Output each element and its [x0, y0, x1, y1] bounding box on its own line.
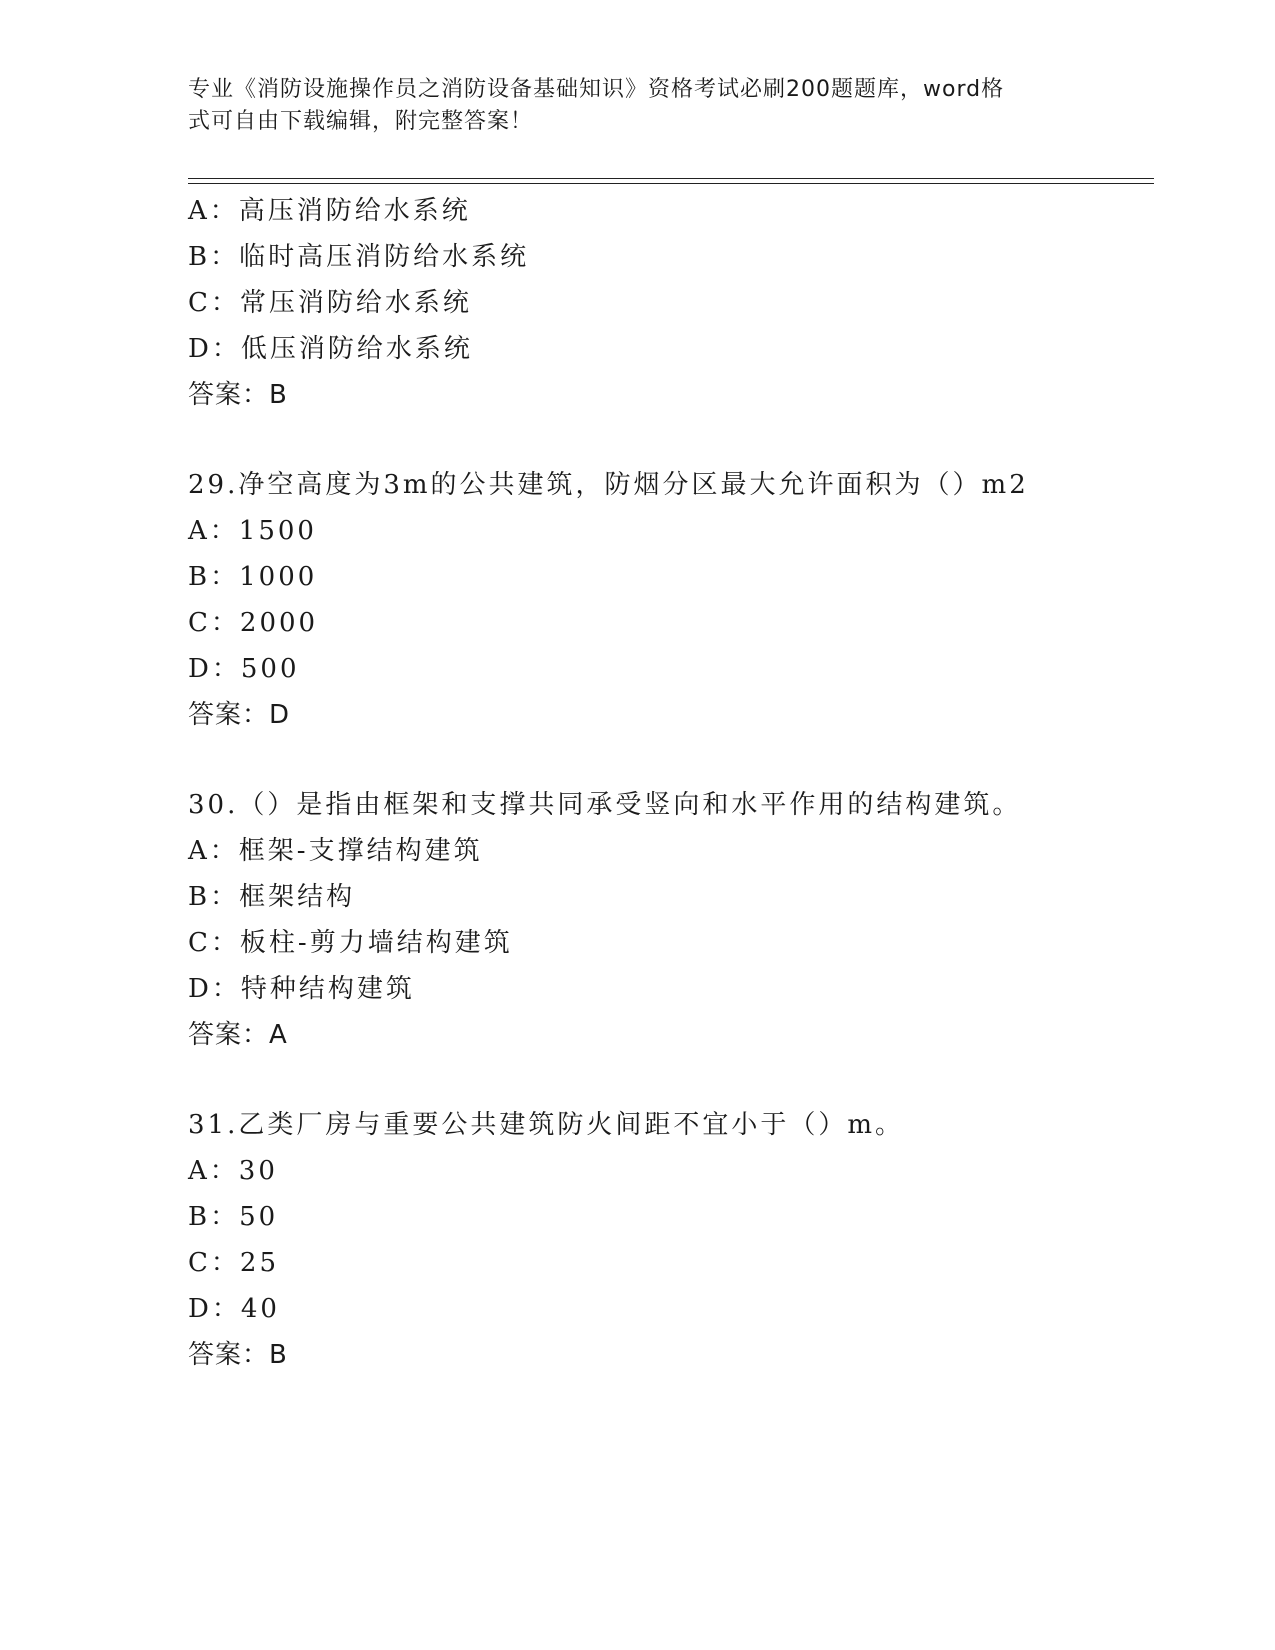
option-a: [188, 188, 1154, 234]
header-line-1: 专业《消防设施操作员之消防设备基础知识》资格考试必刷200题题库，word格: [188, 77, 1005, 102]
question-text: 乙类厂房与重要公共建筑防火间距不宜小于（）m。: [238, 1110, 905, 1140]
option-text: 40: [240, 1294, 280, 1324]
question-block: [188, 462, 1154, 738]
option-key: D：: [188, 974, 241, 1004]
option-c: [188, 600, 1154, 646]
answer-line: [188, 692, 1154, 738]
option-b: [188, 234, 1154, 280]
option-key: C：: [188, 928, 240, 958]
question-number: 31.: [188, 1110, 239, 1140]
option-text: 高压消防给水系统: [238, 196, 471, 226]
option-text: 500: [240, 654, 300, 684]
header-divider-bottom: [188, 183, 1154, 184]
option-key: C：: [188, 1248, 240, 1278]
option-key: B：: [188, 242, 240, 272]
option-text: 框架结构: [239, 882, 356, 912]
option-text: 常压消防给水系统: [239, 288, 472, 318]
option-key: D：: [188, 654, 241, 684]
header-line-2: 式可自由下载编辑，附完整答案！: [188, 109, 534, 134]
answer-value: B: [269, 1340, 288, 1370]
option-text: 25: [239, 1248, 279, 1278]
option-text: 框架-支撑结构建筑: [238, 836, 483, 866]
option-text: 1000: [239, 562, 318, 592]
option-text: 1500: [238, 516, 317, 546]
option-text: 30: [238, 1156, 278, 1186]
option-c: [188, 1240, 1154, 1286]
question-stem: [188, 1102, 1154, 1148]
option-key: A：: [188, 1156, 239, 1186]
answer-line: [188, 1332, 1154, 1378]
option-b: [188, 554, 1154, 600]
option-text: 板柱-剪力墙结构建筑: [239, 928, 513, 958]
answer-value: B: [269, 380, 288, 410]
header-divider-top: [188, 178, 1154, 179]
answer-label: 答案：: [188, 1020, 270, 1050]
option-key: A：: [188, 516, 239, 546]
option-d: [188, 326, 1154, 372]
spacer: [188, 738, 1154, 782]
question-stem: [188, 782, 1154, 828]
option-key: A：: [188, 196, 239, 226]
option-b: [188, 1194, 1154, 1240]
option-text: 特种结构建筑: [240, 974, 415, 1004]
answer-value: D: [269, 700, 291, 730]
option-d: [188, 646, 1154, 692]
option-c: [188, 920, 1154, 966]
option-text: 低压消防给水系统: [240, 334, 473, 364]
question-list: [188, 188, 1154, 1378]
option-a: [188, 1148, 1154, 1194]
option-a: [188, 828, 1154, 874]
spacer: [188, 418, 1154, 462]
answer-label: 答案：: [188, 700, 270, 730]
answer-line: [188, 1012, 1154, 1058]
option-key: C：: [188, 608, 240, 638]
option-b: [188, 874, 1154, 920]
question-text: 净空高度为3m的公共建筑，防烟分区最大允许面积为（）m2: [238, 470, 1029, 500]
question-block: [188, 1102, 1154, 1378]
option-d: [188, 1286, 1154, 1332]
option-text: 2000: [239, 608, 319, 638]
option-key: D：: [188, 1294, 241, 1324]
question-number: 29.: [188, 470, 239, 500]
option-c: [188, 280, 1154, 326]
option-key: B：: [188, 1202, 240, 1232]
question-block: [188, 782, 1154, 1058]
question-stem: [188, 462, 1154, 508]
answer-value: A: [269, 1020, 288, 1050]
option-key: D：: [188, 334, 241, 364]
answer-label: 答案：: [188, 380, 270, 410]
question-text: （）是指由框架和支撑共同承受竖向和水平作用的结构建筑。: [238, 790, 1022, 820]
option-key: A：: [188, 836, 239, 866]
option-d: [188, 966, 1154, 1012]
option-key: B：: [188, 882, 240, 912]
spacer: [188, 1058, 1154, 1102]
document-header: [188, 74, 1088, 138]
question-number: 30.: [188, 790, 239, 820]
answer-label: 答案：: [188, 1340, 270, 1370]
answer-line: [188, 372, 1154, 418]
option-text: 临时高压消防给水系统: [239, 242, 530, 272]
option-key: B：: [188, 562, 240, 592]
option-a: [188, 508, 1154, 554]
option-text: 50: [239, 1202, 279, 1232]
question-block: [188, 188, 1154, 418]
option-key: C：: [188, 288, 240, 318]
